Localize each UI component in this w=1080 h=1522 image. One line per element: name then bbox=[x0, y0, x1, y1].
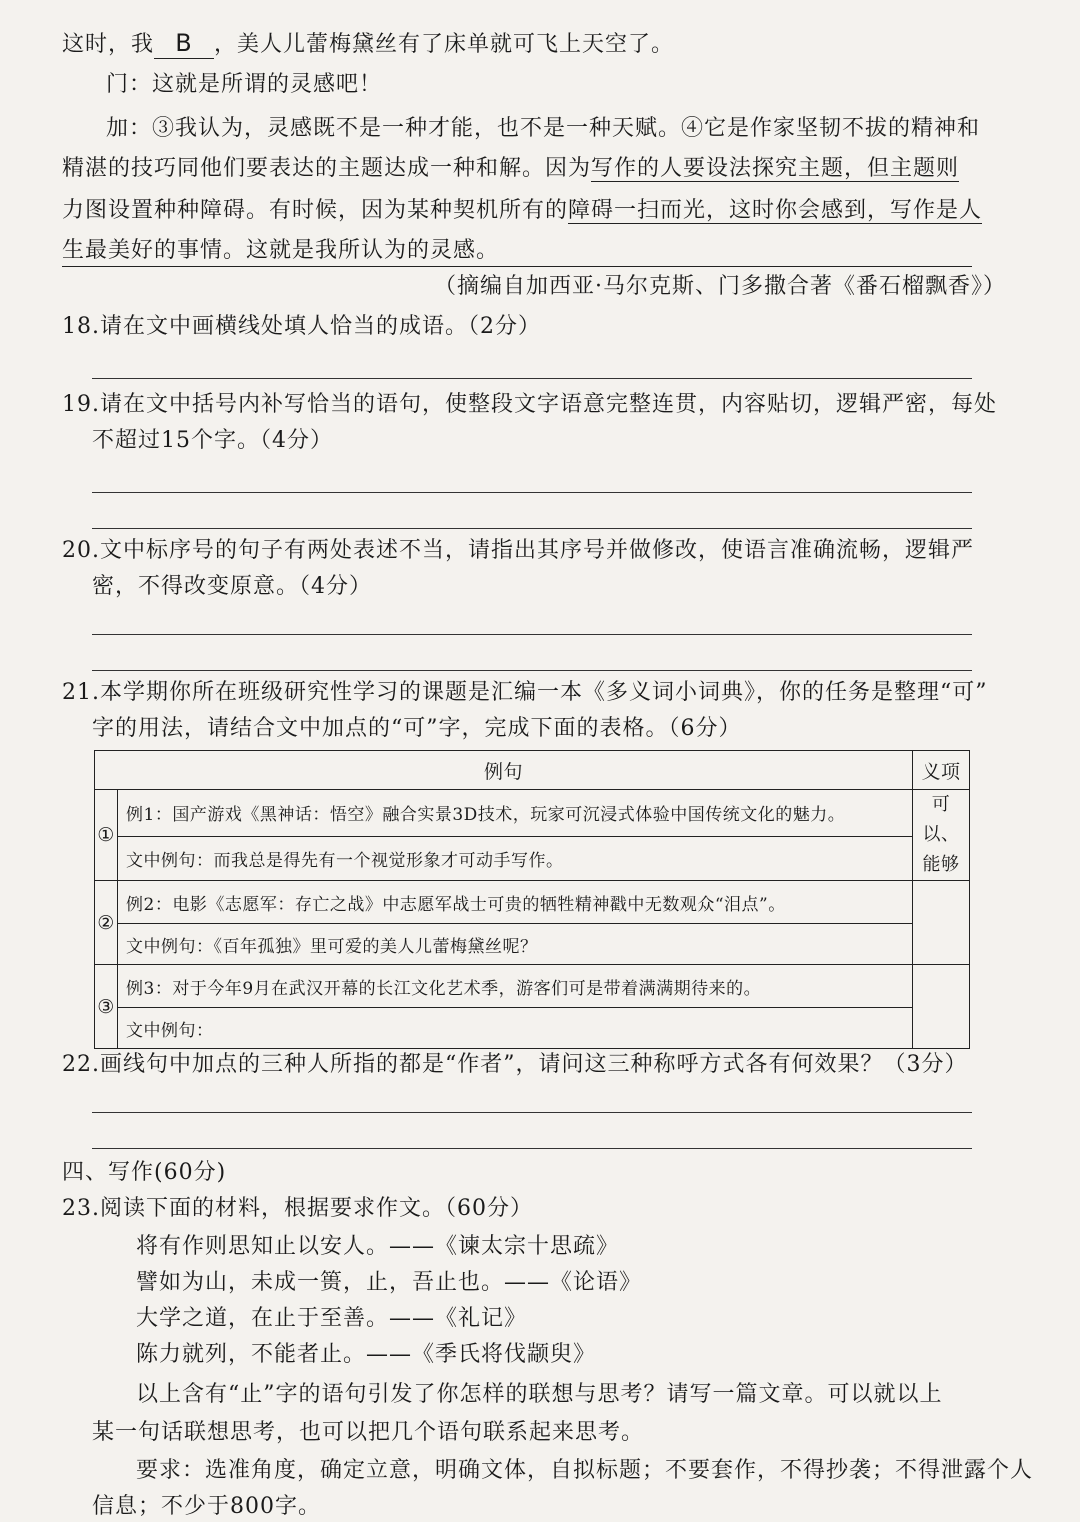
answer-blank: B bbox=[154, 28, 214, 59]
underlined-sentence: 障碍一扫而光，这时你会感到，写作是人 bbox=[568, 198, 983, 223]
table-row bbox=[95, 924, 970, 965]
writing-prompt: 以上含有“止”字的语句引发了你怎样的联想与思考？请写一篇文章。可以就以上 bbox=[136, 1382, 943, 1407]
table-row bbox=[95, 965, 970, 1008]
example-sentence: 例3：对于今年9月在武汉开幕的长江文化艺术季，游客们可是带着满满期待来的。 bbox=[118, 965, 913, 1008]
question-22: 22.画线句中加点的三种人所指的都是“作者”，请问这三种称呼方式各有何效果？（3分） bbox=[62, 1052, 968, 1077]
polysemy-table bbox=[94, 750, 970, 1049]
passage-line-5 bbox=[62, 196, 982, 226]
quote-3: 大学之道，在止于至善。——《礼记》 bbox=[136, 1306, 528, 1331]
row-number: ① bbox=[95, 790, 118, 881]
passage-line-4 bbox=[62, 154, 959, 184]
question-18: 18.请在文中画横线处填人恰当的成语。（2分） bbox=[62, 314, 541, 339]
writing-requirements: 要求：选准角度，确定立意，明确文体，自拟标题；不要套作，不得抄袭；不得泄露个人 bbox=[136, 1458, 1034, 1483]
passage-source: （摘编自加西亚·马尔克斯、门多撒合著《番石榴飘香》） bbox=[434, 274, 1006, 299]
question-21: 21.本学期你所在班级研究性学习的课题是汇编一本《多义词小词典》，你的任务是整理“可” bbox=[62, 680, 988, 705]
sense-cell bbox=[913, 881, 970, 965]
table-row bbox=[95, 1008, 970, 1049]
question-21-cont: 字的用法，请结合文中加点的“可”字，完成下面的表格。（6分） bbox=[92, 716, 742, 741]
question-23: 23.阅读下面的材料，根据要求作文。（60分） bbox=[62, 1196, 533, 1221]
writing-prompt-cont: 某一句话联想思考，也可以把几个语句联系起来思考。 bbox=[92, 1420, 645, 1445]
answer-line bbox=[92, 1112, 972, 1113]
quote-1: 将有作则思知止以安人。——《谏太宗十思疏》 bbox=[136, 1234, 620, 1259]
table-row bbox=[95, 881, 970, 924]
section-writing: 四、写作(60分) bbox=[62, 1160, 227, 1185]
answer-line bbox=[92, 1148, 972, 1149]
passage-text: 这时，我 bbox=[62, 32, 155, 57]
text-sentence: 文中例句：而我总是得先有一个视觉形象才可动手写作。 bbox=[118, 836, 913, 880]
underlined-sentence: 写作的人要设法探究主题，但主题则 bbox=[591, 156, 960, 181]
passage-text: 力图设置种种障碍。有时候，因为某种契机所有的 bbox=[62, 198, 569, 223]
question-19: 19.请在文中括号内补写恰当的语句，使整段文字语意完整连贯，内容贴切，逻辑严密，每处 bbox=[62, 392, 997, 417]
answer-line bbox=[92, 670, 972, 671]
passage-line-2: 门：这就是所谓的灵感吧！ bbox=[106, 72, 383, 97]
passage-line-1 bbox=[62, 28, 674, 60]
table-row bbox=[95, 836, 970, 880]
question-20-cont: 密，不得改变原意。（4分） bbox=[92, 574, 372, 599]
text-sentence: 文中例句：《百年孤独》里可爱的美人儿蕾梅黛丝呢？ bbox=[118, 924, 913, 965]
question-19-cont: 不超过15个字。（4分） bbox=[92, 428, 333, 453]
quote-2: 譬如为山，未成一篑，止，吾止也。——《论语》 bbox=[136, 1270, 643, 1295]
answer-line bbox=[92, 492, 972, 493]
sense-cell bbox=[913, 965, 970, 1049]
table-header-example: 例句 bbox=[95, 751, 913, 790]
passage-text: 精湛的技巧同他们要表达的主题达成一种和解。因为 bbox=[62, 156, 592, 181]
question-20: 20.文中标序号的句子有两处表述不当，请指出其序号并做修改，使语言准确流畅，逻辑严 bbox=[62, 538, 974, 563]
quote-4: 陈力就列，不能者止。——《季氏将伐颛臾》 bbox=[136, 1342, 597, 1367]
sense-cell: 可以、能够 bbox=[913, 790, 970, 881]
writing-requirements-cont: 信息；不少于800字。 bbox=[92, 1494, 321, 1519]
table-header-sense: 义项 bbox=[913, 751, 970, 790]
example-sentence: 例1：国产游戏《黑神话：悟空》融合实景3D技术，玩家可沉浸式体验中国传统文化的魅力。 bbox=[118, 790, 913, 837]
row-number: ③ bbox=[95, 965, 118, 1049]
passage-line-3: 加：③我认为，灵感既不是一种才能，也不是一种天赋。④它是作家坚韧不拔的精神和 bbox=[106, 116, 981, 141]
answer-line bbox=[92, 378, 972, 379]
text-sentence: 文中例句： bbox=[118, 1008, 913, 1049]
table-row bbox=[95, 790, 970, 837]
row-number: ② bbox=[95, 881, 118, 965]
example-sentence: 例2：电影《志愿军：存亡之战》中志愿军战士可贵的牺牲精神戳中无数观众“泪点”。 bbox=[118, 881, 913, 924]
passage-text: ，美人儿蕾梅黛丝有了床单就可飞上天空了。 bbox=[214, 32, 675, 57]
answer-line bbox=[92, 528, 972, 529]
answer-line bbox=[92, 634, 972, 635]
passage-line-6: 生最美好的事情。这就是我所认为的灵感。 bbox=[62, 236, 972, 267]
